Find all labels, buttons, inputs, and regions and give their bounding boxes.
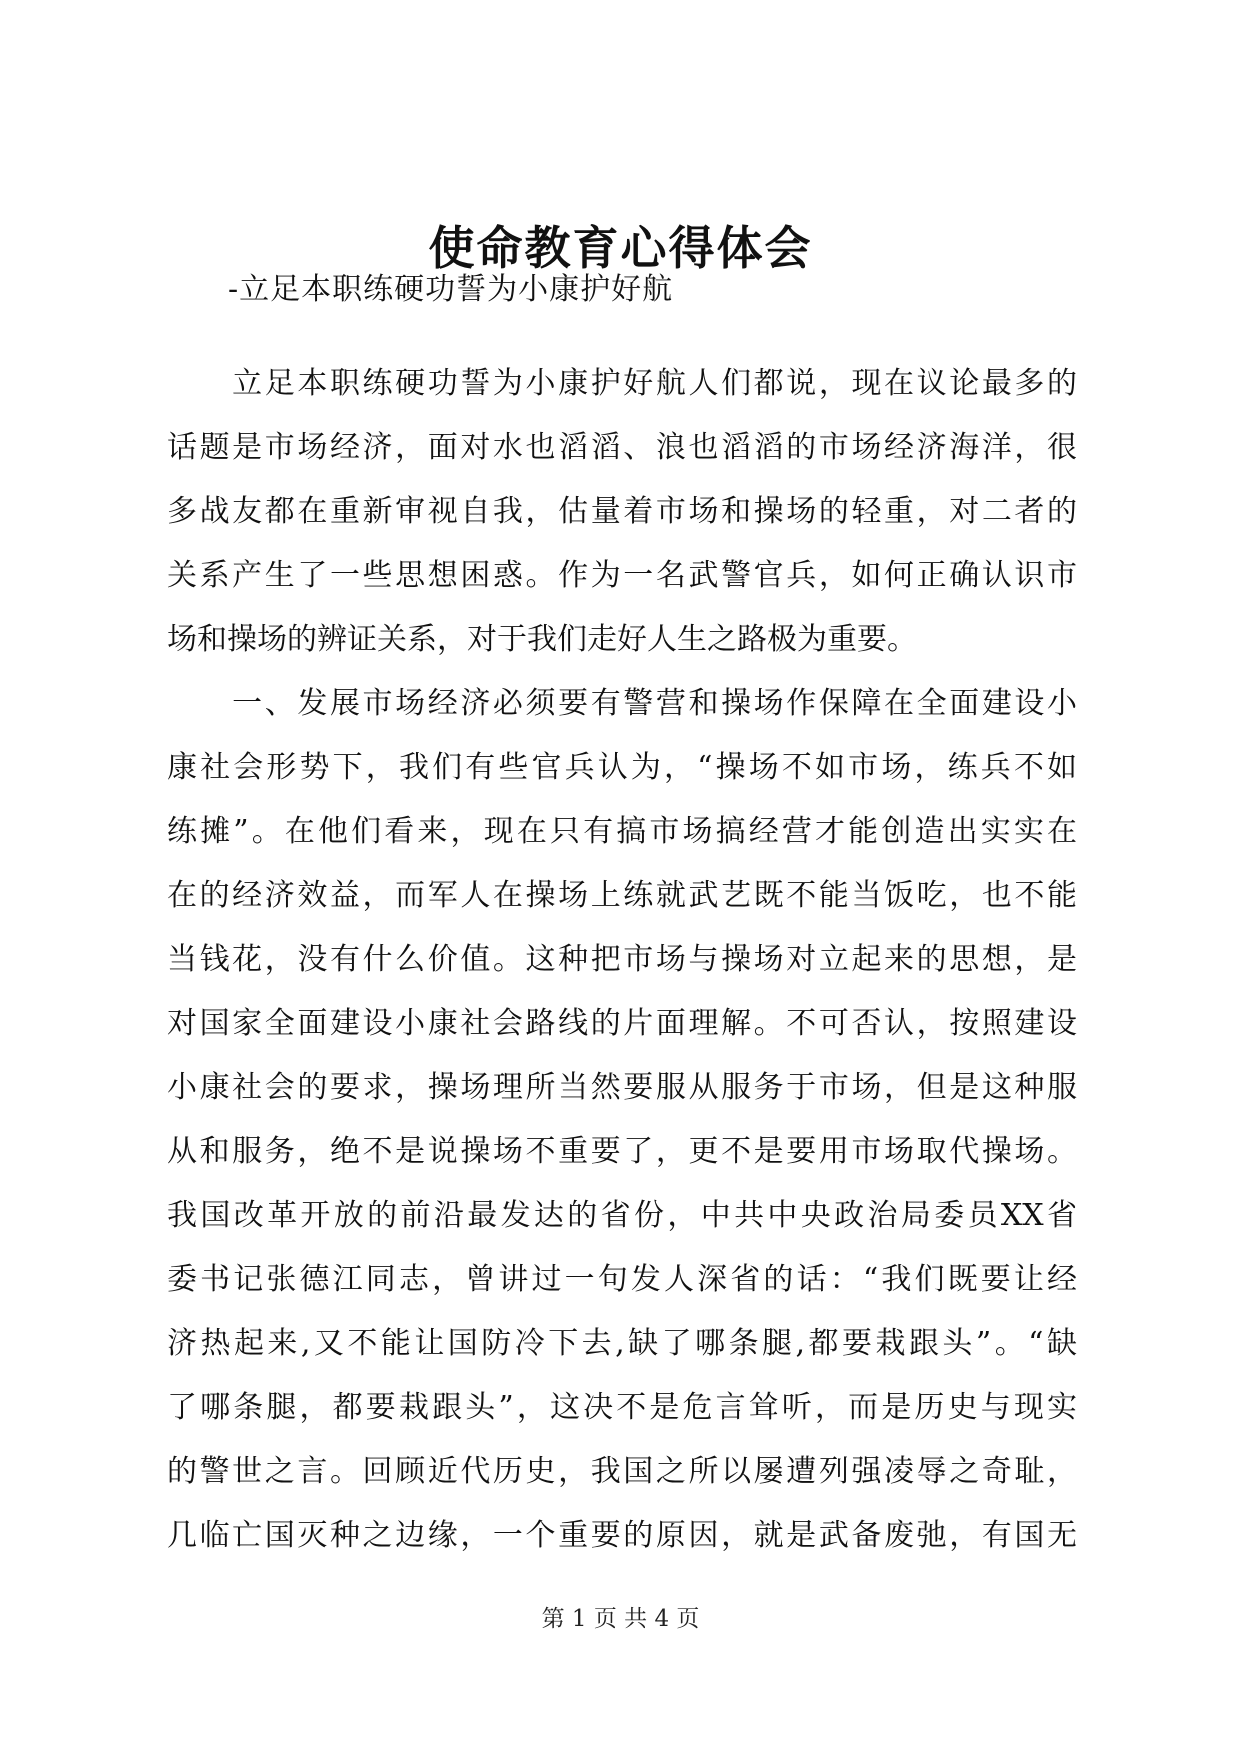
body-line: 小康社会的要求，操场理所当然要服从服务于市场，但是这种服	[167, 1070, 1077, 1105]
body-line: 立足本职练硬功誓为小康护好航人们都说，现在议论最多的	[167, 366, 1077, 401]
body-line: 一、发展市场经济必须要有警营和操场作保障在全面建设小	[167, 686, 1077, 721]
document-title: 使命教育心得体会	[428, 221, 813, 275]
body-line: 话题是市场经济，面对水也滔滔、浪也滔滔的市场经济海洋，很	[167, 430, 1077, 465]
body-line: 几临亡国灭种之边缘，一个重要的原因，就是武备废弛，有国无	[167, 1518, 1077, 1553]
body-line: 在的经济效益，而军人在操场上练就武艺既不能当饭吃，也不能	[167, 878, 1077, 913]
body-line: 济热起来,又不能让国防冷下去,缺了哪条腿,都要栽跟头”。“缺	[167, 1326, 1077, 1361]
body-line: 了哪条腿，都要栽跟头”，这决不是危言耸听，而是历史与现实	[167, 1390, 1077, 1425]
body-line: 多战友都在重新审视自我，估量着市场和操场的轻重，对二者的	[167, 494, 1077, 529]
body-line: 当钱花，没有什么价值。这种把市场与操场对立起来的思想，是	[167, 942, 1077, 977]
body-line: 对国家全面建设小康社会路线的片面理解。不可否认，按照建设	[167, 1006, 1077, 1041]
body-line: 场和操场的辨证关系，对于我们走好人生之路极为重要。	[167, 622, 917, 657]
body-line: 我国改革开放的前沿最发达的省份，中共中央政治局委员XX省	[167, 1198, 1077, 1233]
body-line: 康社会形势下，我们有些官兵认为，“操场不如市场，练兵不如	[167, 750, 1077, 785]
body-line: 关系产生了一些思想困惑。作为一名武警官兵，如何正确认识市	[167, 558, 1077, 593]
body-line: 委书记张德江同志，曾讲过一句发人深省的话：“我们既要让经	[167, 1262, 1077, 1297]
body-line: 从和服务，绝不是说操场不重要了，更不是要用市场取代操场。	[167, 1134, 1077, 1169]
document-subtitle: -立足本职练硬功誓为小康护好航	[228, 272, 674, 307]
body-line: 的警世之言。回顾近代历史，我国之所以屡遭列强凌辱之奇耻，	[167, 1454, 1077, 1489]
body-line: 练摊”。在他们看来，现在只有搞市场搞经营才能创造出实实在	[167, 814, 1077, 849]
document-body	[167, 352, 1077, 1568]
page-number-footer: 第 1 页 共 4 页	[541, 1606, 700, 1632]
